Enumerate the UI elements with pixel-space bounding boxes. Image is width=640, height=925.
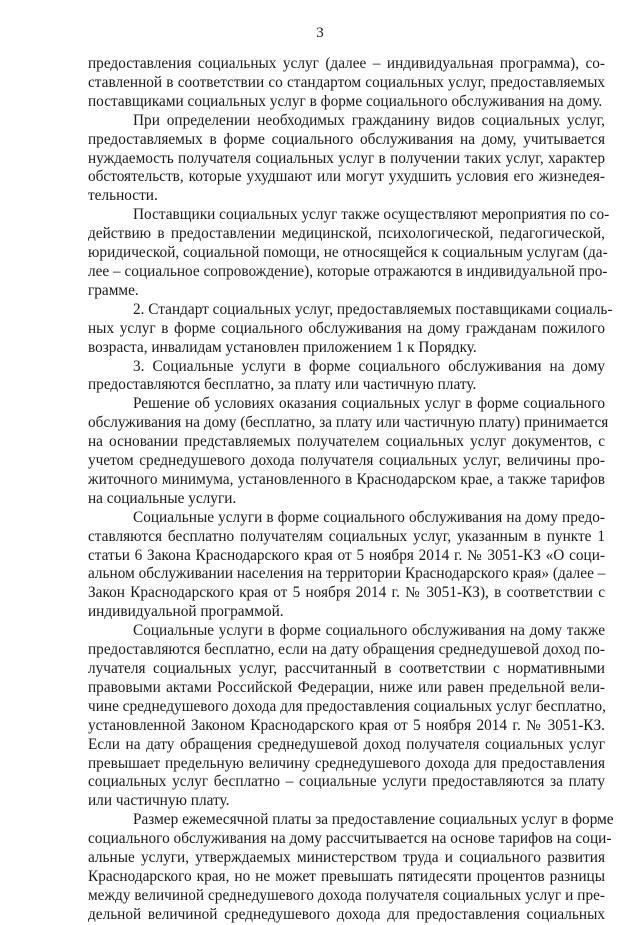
document-body	[88, 55, 614, 925]
text-line: возраста, инвалидам установлен приложением 1 к Порядку.	[88, 338, 477, 356]
paragraph	[88, 300, 613, 358]
text-line: предоставляются бесплатно, за плату или частичную плату.	[88, 376, 477, 394]
text-line: действию в предоставлении медицинской, психологической, педагогической,	[88, 225, 605, 243]
text-line: обслуживания на дому (бесплатно, за плату или частичную плату) принимается	[88, 414, 609, 432]
text-line: дельной величиной среднедушевого дохода для предоставления социальных	[88, 905, 605, 923]
text-line: социальных услуг бесплатно – социальные услуги предоставляются за плату	[88, 773, 605, 791]
text-line: правовыми актами Российской Федерации, ниже или равен предельной вели-	[88, 678, 605, 696]
text-line: грамме.	[88, 281, 139, 299]
text-line: учетом среднедушевого дохода получателя социальных услуг, величины про-	[88, 452, 605, 470]
text-line: житочного минимума, установленного в Краснодарском крае, а также тарифов	[88, 470, 605, 488]
text-line: ставляются бесплатно получателям социальных услуг, указанным в пункте 1	[88, 527, 605, 545]
text-line: предоставления социальных услуг (далее – индивидуальная программа), со-	[88, 55, 605, 72]
text-line: Социальные услуги в форме социального обслуживания на дому также	[133, 622, 605, 640]
text-line: поставщиками социальных услуг в форме социального обслуживания на дому.	[88, 92, 603, 110]
paragraph	[88, 358, 605, 396]
text-line: ных услуг в форме социального обслуживания на дому гражданам пожилого	[88, 319, 605, 337]
text-line: альные услуги, утверждаемых министерством труда и социального развития	[88, 849, 605, 867]
text-line: предоставляемых в форме социального обслуживания на дому, учитывается	[88, 130, 605, 148]
text-line: или частичную плату.	[88, 792, 230, 810]
paragraph	[88, 622, 605, 811]
text-line: альном обслуживании населения на территории Краснодарского края» (далее –	[88, 565, 606, 583]
text-line: юридической, социальной помощи, не относящейся к социальным услугам (да-	[88, 244, 608, 262]
text-line: Решение об условиях оказания социальных услуг в форме социального	[133, 395, 605, 413]
text-line: 2. Стандарт социальных услуг, предоставляемых поставщиками социаль-	[133, 300, 613, 318]
text-line: предоставляются бесплатно, если на дату обращения среднедушевой доход по-	[88, 641, 605, 659]
text-line: лучателя социальных услуг, рассчитанный в соответствии с нормативными	[88, 660, 605, 677]
text-line: на основании представляемых получателем социальных услуг документов, с	[88, 433, 605, 451]
text-line: превышает предельную величину среднедушевого дохода для предоставления	[88, 754, 605, 772]
text-line: ставленной в соответствии со стандартом социальных услуг, предоставляемых	[88, 73, 605, 91]
text-line: При определении необходимых гражданину видов социальных услуг,	[133, 111, 605, 129]
page-number: 3	[316, 25, 324, 41]
paragraph	[88, 509, 605, 622]
paragraph	[88, 811, 614, 924]
text-line: 3. Социальные услуги в форме социального обслуживания на дому	[133, 357, 605, 375]
text-line: на социальные услуги.	[88, 489, 237, 507]
text-line: статьи 6 Закона Краснодарского края от 5 ноября 2014 г. № 3051-КЗ «О соци-	[88, 546, 605, 564]
text-line: Если на дату обращения среднедушевой доход получателя социальных услуг	[88, 735, 605, 753]
paragraph	[88, 206, 610, 301]
text-line: между величиной среднедушевого дохода получателя социальных услуг и пре-	[88, 886, 605, 904]
text-line: тельности.	[88, 187, 158, 205]
text-line: обстоятельств, которые ухудшают или могут ухудшить условия его жизнедея-	[88, 168, 605, 186]
text-line: Закон Краснодарского края от 5 ноября 2014 г. № 3051-КЗ), в соответствии с	[88, 584, 605, 602]
text-line: чине среднедушевого дохода для предоставления социальных услуг бесплатно,	[88, 697, 606, 715]
paragraph	[88, 395, 609, 508]
text-line: установленной Законом Краснодарского края от 5 ноября 2014 г. № 3051-КЗ.	[88, 716, 605, 734]
text-line: лее – социальное сопровождение), которые отражаются в индивидуальной про-	[88, 262, 608, 280]
text-line: Поставщики социальных услуг также осуществляют мероприятия по со-	[133, 206, 610, 224]
paragraph	[88, 112, 605, 207]
paragraph	[88, 55, 605, 112]
text-line: Краснодарского края, но не может превышать пятидесяти процентов разницы	[88, 867, 605, 885]
text-line: Социальные услуги в форме социального обслуживания на дому предо-	[133, 508, 605, 526]
text-line: социального обслуживания на дому рассчитывается на основе тарифов на соци-	[88, 830, 612, 848]
text-line: индивидуальной программой.	[88, 603, 284, 621]
text-line: нуждаемость получателя социальных услуг в получении таких услуг, характер	[88, 149, 605, 167]
text-line: Размер ежемесячной платы за предоставление социальных услуг в форме	[133, 811, 614, 829]
